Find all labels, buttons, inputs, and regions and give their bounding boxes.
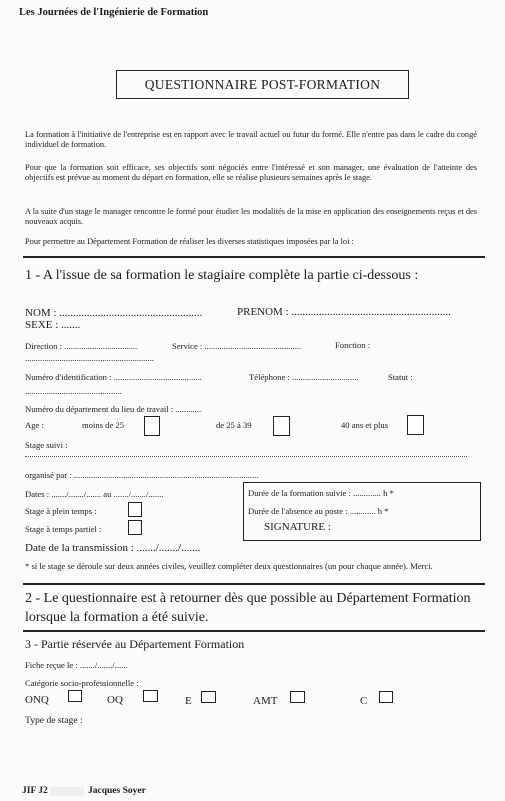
fonction-field[interactable]: ............................................................	[25, 353, 154, 363]
age-under-25-checkbox[interactable]	[144, 416, 160, 436]
categorie-oq-label: OQ	[107, 694, 123, 706]
note-text: * si le stage se déroule sur deux années civiles, veuillez compléter deux questionnaires (un pour chaque année). Merci.	[25, 561, 433, 571]
numero-identification-field[interactable]: Numéro d'identification : .........................................	[25, 372, 202, 382]
age-option-3-label: 40 ans et plus	[341, 420, 389, 430]
type-stage-field[interactable]: Type de stage :	[25, 715, 83, 726]
service-field[interactable]: Service : .............................................	[172, 341, 302, 351]
stage-suivi-field[interactable]	[25, 456, 467, 457]
categorie-label: Catégorie socio-professionnelle :	[25, 678, 139, 688]
statut-field[interactable]: .............................................	[25, 386, 122, 396]
section-3-heading: 3 - Partie réservée au Département Formation	[25, 637, 245, 651]
telephone-field[interactable]: Téléphone : ...............................	[249, 372, 359, 382]
categorie-onq-label: ONQ	[25, 694, 49, 706]
section-2-heading: 2 - Le questionnaire est à retourner dès que possible au Département Formation lorsque la formation a été suivie.	[25, 591, 471, 625]
stage-plein-temps-label: Stage à plein temps :	[25, 506, 97, 516]
sexe-field[interactable]: SEXE : .......	[25, 319, 81, 331]
statut-label: Statut :	[388, 372, 413, 382]
stage-temps-partiel-label: Stage à temps partiel :	[25, 524, 102, 534]
stage-plein-temps-checkbox[interactable]	[128, 502, 142, 517]
age-over-40-checkbox[interactable]	[407, 415, 424, 435]
page-title: QUESTIONNAIRE POST-FORMATION	[116, 70, 409, 99]
divider	[23, 583, 485, 585]
age-25-39-checkbox[interactable]	[273, 416, 290, 436]
stage-suivi-label: Stage suivi :	[25, 440, 68, 450]
dates-field[interactable]: Dates : ......./......./....... au ......./......./.......	[25, 489, 164, 499]
age-option-1-label: moins de 25	[82, 420, 125, 430]
categorie-onq-checkbox[interactable]	[68, 690, 82, 702]
footer-code: JIF J2	[22, 786, 48, 796]
stage-temps-partiel-checkbox[interactable]	[128, 520, 142, 535]
organise-par-field[interactable]: organisé par : ......................................................................................	[25, 470, 259, 480]
categorie-e-checkbox[interactable]	[201, 691, 216, 703]
age-option-2-label: de 25 à 39	[216, 420, 252, 430]
divider	[23, 256, 485, 258]
prenom-field[interactable]: PRENOM : ..........................................................	[237, 306, 451, 318]
age-label: Age :	[25, 420, 44, 430]
categorie-c-label: C	[360, 695, 368, 707]
categorie-c-checkbox[interactable]	[379, 691, 393, 703]
duree-absence-field[interactable]: Durée de l'absence au poste : ............ h *	[248, 506, 389, 516]
header-title: Les Journées de l'Ingénierie de Formation	[19, 7, 209, 18]
categorie-amt-label: AMT	[253, 695, 278, 707]
footer-author: Jacques Soyer	[88, 786, 146, 796]
categorie-amt-checkbox[interactable]	[290, 691, 305, 703]
divider	[23, 630, 485, 632]
intro-paragraph-3: A la suite d'un stage le manager rencontre le formé pour étudier les modalités de la mise en application des enseignements reçus et des nouveaux acquis.	[25, 207, 477, 226]
duree-formation-field[interactable]: Durée de la formation suivie : ............. h *	[248, 488, 394, 498]
fonction-label: Fonction :	[335, 340, 371, 350]
intro-paragraph-2: Pour que la formation soit efficace, ses objectifs sont négociés entre l'intéressé et son manager, une évaluation de l'atteinte des objectifs est prévue au moment du départ en formation, elle se réalise plusieurs semaines après le stage.	[25, 163, 477, 182]
section-1-heading: 1 - A l'issue de sa formation le stagiaire complète la partie ci-dessous :	[25, 268, 419, 283]
redaction-mark	[50, 787, 84, 796]
fiche-recue-field[interactable]: Fiche reçue le : ......./......./......	[25, 660, 128, 670]
intro-paragraph-1: La formation à l'initiative de l'entreprise est en rapport avec le travail actuel ou futur du formé. Elle n'entre pas dans le cadre du congé individuel de formation.	[25, 130, 477, 149]
categorie-e-label: E	[185, 695, 192, 707]
nom-field[interactable]: NOM : ....................................................	[25, 307, 203, 319]
intro-paragraph-4: Pour permettre au Département Formation de réaliser les diverses statistiques imposées par la loi :	[25, 237, 354, 246]
numero-departement-field[interactable]: Numéro du département du lieu de travail : ............	[25, 404, 202, 414]
date-transmission-field[interactable]: Date de la transmission : ......./......./.......	[25, 542, 201, 554]
signature-field[interactable]: SIGNATURE :	[264, 521, 331, 533]
categorie-oq-checkbox[interactable]	[143, 690, 158, 702]
direction-field[interactable]: Direction : ..................................	[25, 341, 138, 351]
